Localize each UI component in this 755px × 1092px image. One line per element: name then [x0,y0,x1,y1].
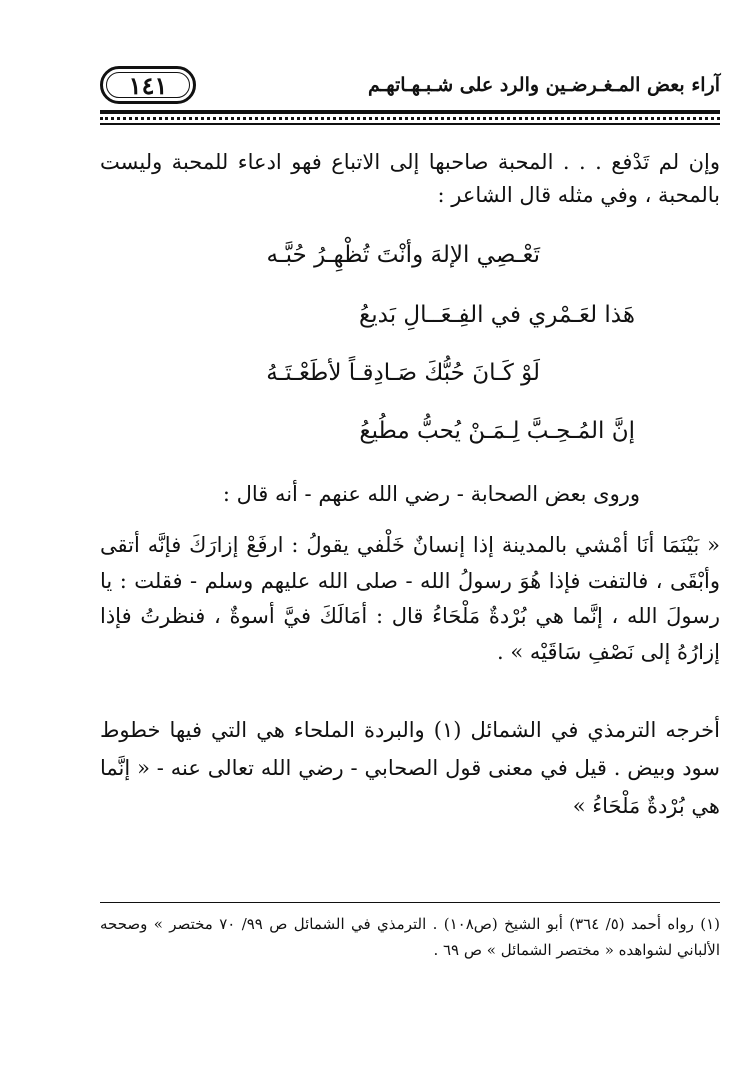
header-rule-thin [100,123,720,125]
paragraph-commentary: أخرجه الترمذي في الشمائل (١) والبردة الملحاء هي التي فيها خطوط سود وبيض . قيل في معنى قول الصحابي - رضي الله تعالى عنه - « إنَّما هي بُرْدةٌ مَلْحَاءُ » [100,718,720,818]
paragraph-intro: وإن لم تَدْفع . . . المحبة صاحبها إلى الاتباع فهو ادعاء للمحبة وليست بالمحبة ، وفي مثله قال الشاعر : [100,150,720,207]
running-title: آراء بعض المـغـرضـين والرد على شـبـهـاتهـم [367,74,720,96]
page-number: ١٤١ [128,70,168,100]
verse-line-3: لَوْ كَـانَ حُبُّكَ صَـادِقـاً لأطَعْـتَـهُ [266,360,540,386]
header-rule-dotted [100,117,720,120]
verse-line-2: هَذا لعَـمْري في الفِـعَــالِ بَديعُ [358,302,635,328]
footnote-separator [100,902,720,903]
page-number-badge [100,66,196,104]
header-rule-thick [100,110,720,114]
paragraph-narration-intro: وروى بعض الصحابة - رضي الله عنهم - أنه قال : [222,482,640,506]
verse-line-1: تَعْـصِي الإلهَ وأنْتَ تُظْهِـرُ حُبَّـه [266,242,540,268]
verse-line-4: إنَّ المُـحِـبَّ لِـمَـنْ يُحبُّ مطُيعُ [359,418,635,444]
footnote-1: (١) رواه أحمد (٥/ ٣٦٤) أبو الشيخ (ص١٠٨) . الترمذي في الشمائل ص ٩٩/ ٧٠ مختصر » وصححه الألباني لشواهده « مختصر الشمائل » ص ٦٩ . [100,915,721,959]
paragraph-hadith: « بَيْنَمَا أنَا أمْشي بالمدينة إذا إنسانٌ خَلْفي يقولُ : ارفَعْ إزارَكَ فإنَّه أتقى وأبْقَى ، فالتفت فإذا هُوَ رسولُ الله - صلى الله عليهم وسلم - فقلت : يا رسولَ الله ، إنَّما هي بُرْدةٌ مَلْحَاءُ قال : أمَالَكَ فيَّ أسوةٌ ، فنظرتُ فإذا إزارُهُ إلى نَصْفِ سَاقَيْه » . [100,533,720,665]
page-header [100,58,720,110]
